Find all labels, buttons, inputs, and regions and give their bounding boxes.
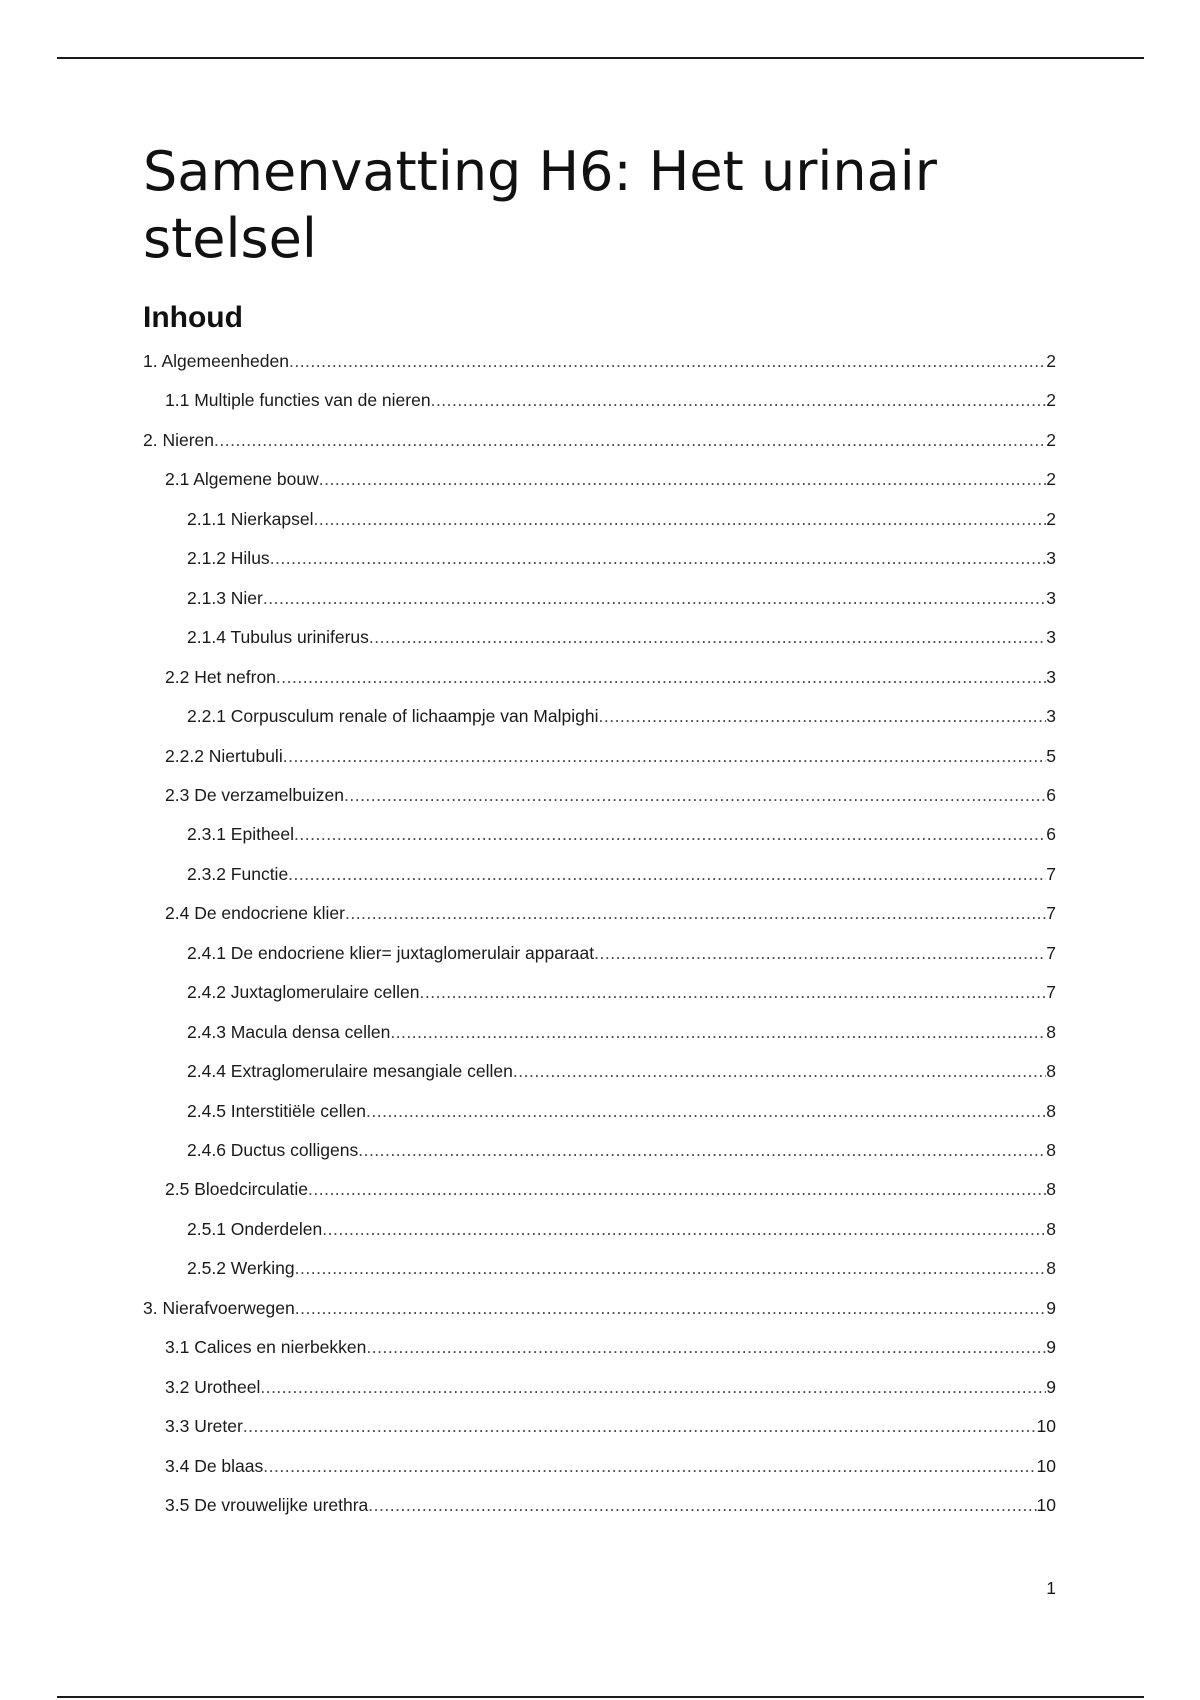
toc-entry-label: 3. Nierafvoerwegen [143,1298,295,1318]
toc-entry[interactable] [187,583,1056,613]
toc-entry-page: 2 [1046,430,1056,450]
toc-dot-leader [313,504,1046,534]
toc-dot-leader [263,583,1046,613]
toc-dot-leader [283,741,1047,771]
toc-entry[interactable] [187,543,1056,573]
toc-entry-label: 2.3.1 Epitheel [187,824,295,844]
toc-entry-label: 3.3 Ureter [165,1416,243,1436]
toc-entry[interactable] [165,741,1056,771]
toc-entry-page: 8 [1046,1061,1056,1081]
toc-entry-label: 2.5.2 Werking [187,1258,295,1278]
toc-entry-label: 2.2.1 Corpusculum renale of lichaampje van Malpighi [187,706,599,726]
toc-dot-leader [295,1293,1047,1323]
toc-entry-page: 8 [1046,1140,1056,1160]
toc-entry-page: 2 [1046,509,1056,529]
toc-entry[interactable] [187,1253,1056,1283]
toc-entry[interactable] [165,1332,1056,1362]
toc-entry[interactable] [143,1293,1056,1323]
toc-entry-label: 2.4 De endocriene klier [165,903,345,923]
toc-entry-label: 2.4.1 De endocriene klier= juxtaglomerulair apparaat [187,943,595,963]
toc-entry[interactable] [187,1056,1056,1086]
toc-entry-label: 2.3 De verzamelbuizen [165,785,344,805]
toc-dot-leader [260,1372,1046,1402]
toc-dot-leader [431,385,1047,415]
toc-entry-label: 2. Nieren [143,430,215,450]
toc-entry[interactable] [165,1451,1056,1481]
toc-entry[interactable] [187,938,1056,968]
toc-entry-page: 8 [1046,1219,1056,1239]
toc-entry-page: 8 [1046,1258,1056,1278]
toc-entry[interactable] [165,385,1056,415]
toc-entry-page: 9 [1046,1377,1056,1397]
toc-entry-page: 2 [1046,469,1056,489]
toc-dot-leader [420,977,1047,1007]
toc-dot-leader [358,1135,1046,1165]
toc-entry-label: 1. Algemeenheden [143,351,289,371]
toc-entry[interactable] [165,898,1056,928]
toc-dot-leader [289,346,1046,376]
toc-dot-leader [308,1174,1046,1204]
toc-dot-leader [513,1056,1046,1086]
toc-entry-page: 3 [1046,627,1056,647]
toc-entry-label: 2.2 Het nefron [165,667,276,687]
document-title: Samenvatting H6: Het urinair stelsel [143,140,937,270]
toc-entry[interactable] [165,780,1056,810]
toc-entry-label: 2.2.2 Niertubuli [165,746,283,766]
toc-entry-page: 7 [1046,903,1056,923]
toc-entry-label: 2.1.3 Nier [187,588,263,608]
toc-entry-label: 2.4.6 Ductus colligens [187,1140,359,1160]
toc-entry-page: 9 [1046,1337,1056,1357]
footer-rule [57,1696,1144,1698]
toc-entry-page: 7 [1046,943,1056,963]
toc-entry-page: 10 [1036,1495,1056,1515]
toc-dot-leader [295,1253,1047,1283]
toc-entry-label: 2.5.1 Onderdelen [187,1219,323,1239]
toc-entry-label: 2.4.2 Juxtaglomerulaire cellen [187,982,420,1002]
toc-entry-label: 2.3.2 Functie [187,864,289,884]
toc-dot-leader [214,425,1046,455]
toc-entry-page: 7 [1046,864,1056,884]
toc-dot-leader [594,938,1046,968]
toc-entry-label: 3.1 Calices en nierbekken [165,1337,367,1357]
toc-entry[interactable] [187,819,1056,849]
toc-dot-leader [288,859,1046,889]
toc-entry[interactable] [143,346,1056,376]
toc-dot-leader [366,1332,1046,1362]
toc-entry-page: 3 [1046,706,1056,726]
toc-dot-leader [369,622,1046,652]
toc-entry[interactable] [187,504,1056,534]
toc-entry[interactable] [143,425,1056,455]
toc-entry[interactable] [165,662,1056,692]
toc-entry-page: 8 [1046,1179,1056,1199]
toc-entry[interactable] [187,622,1056,652]
toc-entry[interactable] [187,1096,1056,1126]
toc-dot-leader [390,1017,1046,1047]
toc-entry-page: 5 [1046,746,1056,766]
toc-dot-leader [345,898,1046,928]
toc-entry-page: 10 [1036,1416,1056,1436]
toc-dot-leader [322,1214,1046,1244]
toc-entry-label: 2.5 Bloedcirculatie [165,1179,308,1199]
toc-entry[interactable] [187,1135,1056,1165]
toc-entry[interactable] [187,859,1056,889]
toc-entry-label: 2.1.4 Tubulus uriniferus [187,627,369,647]
toc-entry[interactable] [165,1174,1056,1204]
toc-entry-page: 9 [1046,1298,1056,1318]
toc-entry-page: 8 [1046,1022,1056,1042]
toc-entry-label: 3.5 De vrouwelijke urethra [165,1495,369,1515]
toc-entry[interactable] [165,464,1056,494]
toc-dot-leader [294,819,1046,849]
toc-entry-page: 10 [1036,1456,1056,1476]
toc-entry[interactable] [187,1214,1056,1244]
toc-dot-leader [270,543,1047,573]
toc-entry-page: 7 [1046,982,1056,1002]
toc-dot-leader [344,780,1046,810]
toc-entry-label: 2.4.4 Extraglomerulaire mesangiale cellen [187,1061,513,1081]
toc-entry[interactable] [165,1411,1056,1441]
toc-entry-page: 3 [1046,667,1056,687]
toc-entry-label: 2.1.1 Nierkapsel [187,509,314,529]
toc-entry-label: 3.4 De blaas [165,1456,264,1476]
toc-entry[interactable] [187,701,1056,731]
toc-dot-leader [368,1490,1036,1520]
toc-entry-label: 2.4.3 Macula densa cellen [187,1022,391,1042]
header-rule [57,57,1144,59]
toc-entry-label: 2.4.5 Interstitiële cellen [187,1101,366,1121]
toc-entry-page: 3 [1046,588,1056,608]
toc-entry[interactable] [165,1372,1056,1402]
toc-heading: Inhoud [143,301,243,334]
toc-entry-page: 8 [1046,1101,1056,1121]
toc-entry-label: 3.2 Urotheel [165,1377,261,1397]
toc-entry-page: 6 [1046,824,1056,844]
toc-entry-page: 2 [1046,390,1056,410]
toc-entry-label: 2.1.2 Hilus [187,548,270,568]
toc-dot-leader [319,464,1047,494]
toc-entry[interactable] [187,977,1056,1007]
toc-entry-label: 1.1 Multiple functies van de nieren [165,390,431,410]
toc-dot-leader [598,701,1046,731]
page-number: 1 [1046,1578,1056,1598]
toc-dot-leader [366,1096,1046,1126]
toc-entry[interactable] [165,1490,1056,1520]
toc-dot-leader [243,1411,1037,1441]
toc-entry-label: 2.1 Algemene bouw [165,469,319,489]
toc-entry[interactable] [187,1017,1056,1047]
toc-entry-page: 2 [1046,351,1056,371]
toc-dot-leader [263,1451,1036,1481]
toc-entry-page: 6 [1046,785,1056,805]
toc-dot-leader [276,662,1046,692]
toc-entry-page: 3 [1046,548,1056,568]
